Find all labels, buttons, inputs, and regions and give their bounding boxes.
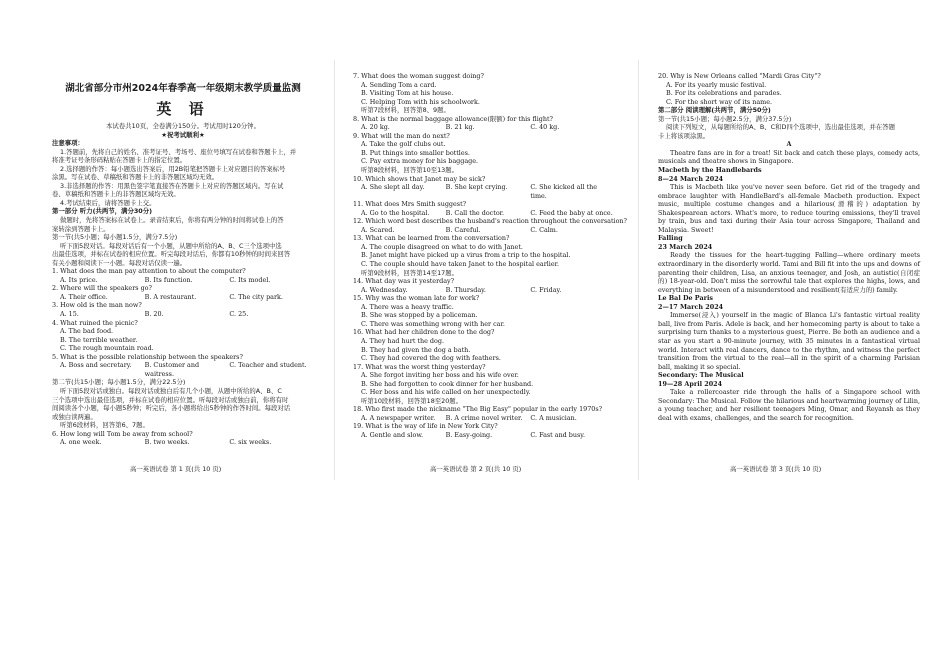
question-3: 3. How old is the man now? — [52, 301, 142, 310]
subject-title: 英 语 — [156, 100, 210, 118]
section1-title: 第一节(共5小题；每小题1.5分，满分7.5分) — [52, 233, 178, 242]
question-17: 17. What was the worst thing yesterday? — [353, 362, 486, 371]
option-a: A. Sending Tom a card. — [361, 80, 437, 89]
option-a: A. For its yearly music festival. — [666, 80, 767, 89]
option-a: A. Their office. — [60, 292, 108, 301]
page-2-column — [353, 72, 627, 440]
option-c: C. Fast and busy. — [530, 430, 586, 439]
option-a: A. one week. — [60, 438, 102, 447]
exam-info: 本试卷共10页，全卷满分150分。考试用时120分钟。 — [106, 122, 260, 130]
option-c: C. They had covered the dog with feathers. — [361, 354, 501, 363]
question-12: 12. Which word best describes the husband's reaction throughout the conversation? — [353, 217, 627, 226]
option-c: C. 25. — [229, 310, 249, 319]
question-19-options — [353, 431, 615, 440]
show-date: 8—24 March 2024 — [658, 174, 724, 183]
part2-title: 第二部分 阅读理解(共两节，满分50分) — [658, 106, 771, 115]
option-a: A. She forgot inviting her boss and his wife over. — [361, 371, 519, 380]
option-a: A. Its price. — [60, 275, 98, 284]
option-c: C. Pay extra money for his baggage. — [361, 157, 479, 166]
option-a: A. Go to the hospital. — [361, 208, 430, 217]
option-c: C. Friday. — [530, 285, 562, 294]
option-a: A. The bad food. — [60, 327, 114, 336]
question-8-options — [353, 123, 615, 132]
question-7: 7. What does the woman suggest doing? — [353, 72, 484, 80]
question-5-options — [52, 361, 314, 378]
option-b: B. They had given the dog a bath. — [361, 345, 471, 354]
note-line: 2.选择题的作答：每小题选出答案后，用2B铅笔把答题卡上对应题目的答案标号 — [60, 164, 286, 173]
listening-instruction: 听第9段材料，回答第14至17题。 — [361, 268, 459, 277]
listening-instruction: 听第8段材料，回答第10至13题。 — [361, 166, 459, 175]
question-19: 19. What is the way of life in New York City? — [353, 422, 498, 431]
option-b: B. The terrible weather. — [60, 335, 138, 344]
show-description: Ready the tissues for the heart-tugging Falling—where ordinary meets extraordinary in the disorderly world. Tami and Bill fit into the ups and downs of parenting their children, Lisa, an anxious teenager, and Josh, an autistic(自闭症的) 18-year-old. Don't miss the sorrowful tale that explores the highs, lows, and everything in between of a misunderstood and resilient(有适应力的) family. — [658, 251, 920, 294]
section2-intro-line: 三个选项中选出最佳选项，并标在试卷的相应位置。听每段对话或独白前，你将有时 — [52, 395, 289, 404]
option-c: C. Teacher and student. — [229, 361, 307, 370]
option-a: A. She slept all day. — [361, 183, 425, 192]
option-c: C. six weeks. — [229, 438, 272, 447]
show-title: Macbeth by the Handlebards — [658, 166, 762, 175]
option-a: A. Wednesday. — [361, 285, 408, 294]
question-6-options — [52, 438, 314, 447]
question-1-options — [52, 276, 314, 285]
note-line: 3.非选择题的作答：用黑色签字笔直接答在答题卡上对应的答题区域内。写在试 — [60, 181, 284, 190]
column-divider-left — [334, 60, 335, 480]
page-1-column — [52, 83, 314, 447]
question-11: 11. What does Mrs Smith suggest? — [353, 200, 467, 209]
option-b: B. A restaurant. — [144, 292, 197, 301]
note-line: 涂黑。写在试卷、草稿纸和答题卡上的非答题区域均无效。 — [52, 173, 219, 182]
question-20: 20. Why is New Orleans called "Mardi Gras City"? — [658, 72, 821, 80]
option-c: C. There was something wrong with her car. — [361, 319, 505, 328]
section2-title: 第二节(共15小题；每小题1.5分，满分22.5分) — [52, 378, 186, 387]
part1-intro-line: 做题时，先将答案标在试卷上。录音结束后，你将有两分钟的时间将试卷上的答 — [60, 216, 284, 225]
question-6: 6. How long will Tom be away from school? — [52, 429, 193, 438]
question-10: 10. Which shows that Janet may be sick? — [353, 174, 486, 183]
option-a: A. Take the golf clubs out. — [361, 140, 446, 149]
section1-intro-line: 听下面5段对话。每段对话后有一个小题，从题中所给的A、B、C三个选项中选 — [60, 241, 282, 250]
option-a: A. The couple disagreed on what to do with Janet. — [361, 242, 523, 251]
option-c: C. Helping Tom with his schoolwork. — [361, 97, 480, 106]
question-15: 15. Why was the woman late for work? — [353, 294, 480, 303]
page-2-footer: 高一英语试卷 第 2 页(共 10 页) — [430, 465, 522, 473]
question-4: 4. What ruined the picnic? — [52, 318, 138, 327]
option-b: B. Janet might have picked up a virus from a trip to the hospital. — [361, 251, 571, 260]
show-description: Take a rollercoaster ride through the halls of a Singapore school with Secondary: The Musical. Follow the hilarious and heartwarming journey of Lilin, a young teacher, and her resilient teenagers Ming, Omar, and Reyansh as they deal with exams, challenges, and the search for recognition. — [658, 388, 920, 422]
section2-intro-line: 间阅读各个小题，每小题5秒钟；听完后，各小题将给出5秒钟的作答时间。每段对话 — [52, 404, 291, 413]
good-luck-line: ★祝考试顺利★ — [161, 130, 205, 139]
section1-intro-line: 有关小题和阅读下一小题。每段对话仅读一遍。 — [52, 258, 187, 267]
option-c: C. The city park. — [229, 292, 283, 301]
question-14-options — [353, 286, 615, 295]
option-c: C. A musician. — [530, 413, 577, 422]
question-12-options — [353, 226, 615, 235]
note-line: 4.考试结束后，请将答题卡上交。 — [60, 198, 156, 207]
reading-section1-title: 第一节(共15小题；每小题2.5分，满分37.5分) — [658, 114, 792, 123]
show-title: Secondary: The Musical — [658, 371, 744, 380]
note-line: 卷、草稿纸和答题卡上的非答题区域均无效。 — [52, 190, 180, 199]
option-b: B. A crime novel writer. — [445, 413, 523, 422]
option-b: B. 21 kg. — [445, 123, 475, 132]
show-date: 19—28 April 2024 — [658, 379, 723, 388]
listening-instruction: 听第7段材料，回答第8、9题。 — [361, 106, 450, 115]
option-c: C. Her boss and his wife called on her unexpectedly. — [361, 388, 531, 397]
show-date: 23 March 2024 — [658, 242, 713, 251]
option-b: B. Careful. — [445, 225, 481, 234]
page-1-footer: 高一英语试卷 第 1 页(共 10 页) — [130, 465, 222, 473]
option-a: A. Gentle and slow. — [361, 430, 424, 439]
option-a: A. A newspaper writer. — [361, 413, 436, 422]
option-c: C. Calm. — [530, 225, 558, 234]
option-c: C. Feed the baby at once. — [530, 208, 613, 217]
question-16: 16. What had her children done to the dog? — [353, 328, 495, 337]
question-13: 13. What can be learned from the conversation? — [353, 234, 510, 243]
question-2-options — [52, 293, 314, 302]
option-a: A. Boss and secretary. — [60, 361, 132, 370]
question-3-options — [52, 310, 314, 319]
option-a: A. Scared. — [361, 225, 395, 234]
question-9: 9. What will the man do next? — [353, 131, 450, 140]
option-b: B. Call the doctor. — [445, 208, 505, 217]
exam-title: 湖北省部分市州2024年春季高一年级期末教学质量监测 — [65, 83, 301, 94]
column-divider-right — [638, 60, 639, 480]
part1-intro-line: 案转涂到答题卡上。 — [52, 224, 110, 233]
page-3-footer: 高一英语试卷 第 3 页(共 10 页) — [730, 465, 822, 473]
show-description: Immerse(浸入) yourself in the magic of Blanca Li's fantastic virtual reality ball, live from Paris. Adele is back, and her homecoming party is about to take a surprising turn thanks to a mysterious guest, Pierre. Be both an audience and a star as you start a 90-minute journey, with 35 minutes in a fantastical virtual world. Interact with real dancers, dance to the rhythm, and witness the perfect transition from the virtual to the real—all in the spirit of a charming Parisian ball, making it so special. — [658, 311, 920, 371]
option-b: B. 20. — [144, 310, 164, 319]
show-title: Le Bal De Paris — [658, 294, 713, 303]
listening-instruction: 听第10段材料，回答第18至20题。 — [361, 396, 463, 405]
question-10-options — [353, 183, 615, 200]
option-c: C. Its model. — [229, 275, 271, 284]
notes-title: 注意事项： — [52, 139, 84, 148]
option-c: C. She kicked all the time. — [530, 183, 598, 200]
question-8: 8. What is the normal baggage allowance(限额) for this flight? — [353, 114, 553, 123]
option-c: C. The couple should have taken Janet to the hospital earlier. — [361, 260, 560, 269]
part1-title: 第一部分 听力(共两节，满分30分) — [52, 207, 153, 216]
option-b: B. Put things into smaller bottles. — [361, 148, 470, 157]
question-5: 5. What is the possible relationship between the speakers? — [52, 352, 243, 361]
option-b: B. She had forgotten to cook dinner for her husband. — [361, 379, 534, 388]
option-b: B. Its function. — [144, 275, 193, 284]
option-c: C. For the short way of its name. — [666, 97, 773, 106]
section1-intro-line: 出最佳选项，并标在试卷的相应位置。听完每段对话后，你都有10秒钟的时间来回答 — [52, 250, 291, 259]
section2-intro-line: 或独白读两遍。 — [52, 412, 97, 421]
option-b: B. Visiting Tom at his house. — [361, 89, 454, 98]
reading-intro-line: 卡上将该项涂黑。 — [658, 131, 710, 140]
section2-intro-line: 听下面5段对话或独白。每段对话或独白后有几个小题，从题中所给的A、B、C — [60, 386, 282, 395]
note-line: 将准考证号条形码粘贴在答题卡上的指定位置。 — [52, 156, 187, 165]
question-14: 14. What day was it yesterday? — [353, 277, 455, 286]
option-b: B. Customer and waitress. — [144, 361, 200, 378]
passage-intro: Theatre fans are in for a treat! Sit back and catch these plays, comedy acts, musicals and theatre shows in Singapore. — [658, 148, 920, 166]
option-b: B. Easy-going. — [445, 430, 493, 439]
option-c: C. The rough mountain road. — [60, 344, 154, 353]
show-title: Falling — [658, 234, 683, 243]
note-line: 1.答题前，先将自己的姓名、准考证号、考场号、座位号填写在试卷和答题卡上，并 — [60, 147, 297, 156]
option-b: B. Thursday. — [445, 285, 486, 294]
page-3-column — [658, 72, 920, 422]
option-b: B. For its celebrations and parades. — [666, 89, 782, 98]
question-2: 2. Where will the speakers go? — [52, 284, 152, 293]
passage-label: A — [786, 140, 792, 149]
question-1: 1. What does the man pay attention to about the computer? — [52, 267, 246, 276]
question-11-options — [353, 209, 615, 218]
question-18-options — [353, 414, 615, 423]
reading-intro-line: 阅读下列短文，从每题所给的A、B、C和D四个选项中，选出最佳选项，并在答题 — [666, 123, 896, 132]
show-date: 2—17 March 2024 — [658, 302, 724, 311]
listening-instruction: 听第6段材料，回答第6、7题。 — [60, 421, 149, 430]
option-a: A. 15. — [60, 310, 79, 319]
show-description: This is Macbeth like you've never seen before. Get rid of the tragedy and embrace laughter with HandleBard's all-female Macbeth production. Expect music, multiple costume changes and a hilarious(滑稽的) adaptation by Shakespearean actors. What's more, to reduce touring emissions, they'll travel by train, bus and taxi during their Asia tour across Singapore, Thailand and Malaysia. Sweet! — [658, 183, 920, 234]
option-c: C. 40 kg. — [530, 123, 560, 132]
option-a: A. 20 kg. — [361, 123, 390, 132]
option-b: B. two weeks. — [144, 438, 190, 447]
option-b: B. She kept crying. — [445, 183, 508, 192]
option-b: B. She was stopped by a policeman. — [361, 311, 478, 320]
question-18: 18. Who first made the nickname "The Big Easy" popular in the early 1970s? — [353, 405, 603, 414]
option-a: A. They had hurt the dog. — [361, 336, 444, 345]
option-a: A. There was a heavy traffic. — [361, 302, 454, 311]
